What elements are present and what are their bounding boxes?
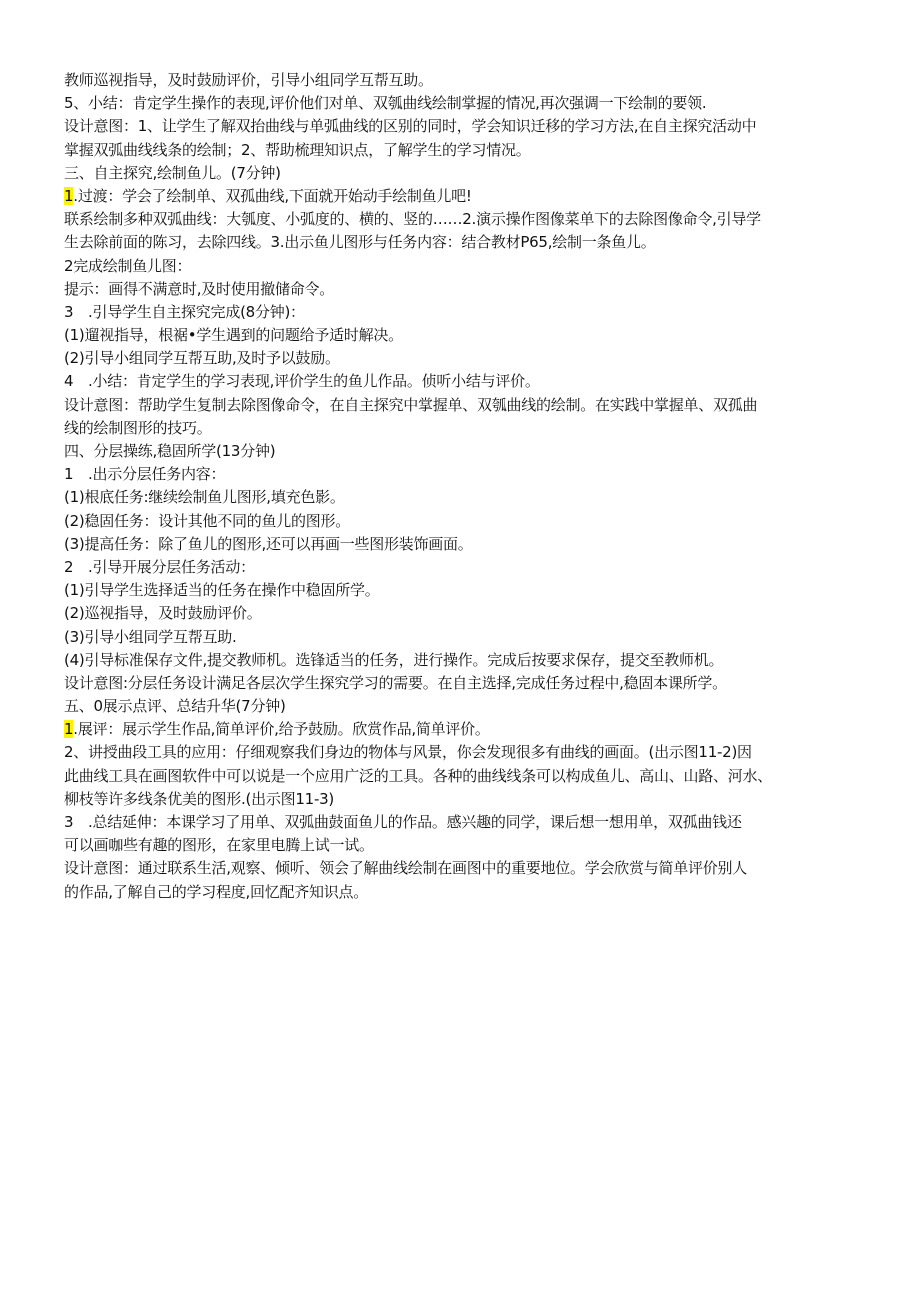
line-text: 教师巡视指导，及时鼓励评价，引导小组同学互帮互助。 [64,71,433,89]
document-body [64,69,864,904]
line-text: (4)引导标准保存文件,提交教师机。选锋适当的任务，进行操作。完成后按要求保存，提交至教师机。 [64,650,724,669]
line-text: 3 .引导学生自主探究完成(8分钟)： [64,302,305,321]
text-line [64,881,864,904]
text-line [64,115,864,138]
text-line [64,579,864,602]
line-text: 设计意图：帮助学生复制去除图像命令，在自主探究中掌握单、双瓠曲线的绘制。在实践中掌握单、双孤曲 [64,395,758,414]
line-text: 提示：画得不满意时,及时使用撤储命令。 [64,279,335,298]
text-line [64,695,864,718]
text-line [64,69,864,92]
text-line [64,417,864,440]
line-text: 设计意图：通过联系生活,观察、倾听、领会了解曲线绘制在画图中的重要地位。学会欣赏与简单评价别人 [64,859,748,878]
text-line [64,486,864,509]
line-text: .过渡：学会了绘制单、双孤曲线,下面就开始动手绘制鱼儿吧! [73,186,472,205]
text-line [64,139,864,162]
text-line [64,255,864,278]
line-text: 的作品,了解自己的学习程度,回忆配齐知识点。 [64,882,369,901]
text-line [64,788,864,811]
text-line [64,649,864,672]
text-line [64,208,864,231]
text-line [64,765,864,788]
text-line [64,857,864,880]
line-text: .展评：展示学生作品,简单评价,给予鼓励。欣赏作品,简单评价。 [73,720,490,739]
text-line [64,741,864,764]
text-line [64,811,864,834]
line-text: (2)稳固任务：设计其他不同的鱼儿的图形。 [64,511,350,530]
text-line [64,301,864,324]
text-line [64,834,864,857]
line-text: 四、分层操练,稳固所学(13分钟) [64,442,276,460]
text-line [64,626,864,649]
text-line [64,672,864,695]
text-line [64,278,864,301]
text-line [64,718,864,741]
text-line [64,533,864,556]
line-text: 1 .出示分层任务内容： [64,465,226,484]
line-text: 设计意图:分层任务设计满足各层次学生探究学习的需要。在自主选择,完成任务过程中,稳固本课所学。 [64,673,727,692]
text-line [64,370,864,393]
line-text: (3)提高任务：除了鱼儿的图形,还可以再画一些图形装饰画面。 [64,534,473,553]
line-text: 掌握双弧曲线线条的绘制；2、帮助梳理知识点，了解学生的学习情况。 [64,140,531,159]
line-text: (1)遛视指导，根裾•学生遇到的问题给予适时解决。 [64,326,403,345]
line-text: 可以画咖些有趣的图形，在家里电腾上试一试。 [64,836,374,855]
line-text: 4 .小结：肯定学生的学习表现,评价学生的鱼儿作品。侦听小结与评价。 [64,372,540,391]
line-text: 生去除前面的陈习，去除四线。3.出示鱼儿图形与任务内容：结合教材P65,绘制一条鱼儿。 [64,233,656,252]
line-text: 3 .总结延伸：本课学习了用单、双弧曲鼓面鱼儿的作品。感兴趣的同学，课后想一想用单，双孤曲钱还 [64,813,742,831]
highlighted-number: 1 [64,186,74,205]
line-text: 设计意图：1、让学生了解双抬曲线与单弧曲线的区别的同时，学会知识迁移的学习方法,在自主探究活动中 [64,117,757,136]
line-text: (2)引导小组同学互帮互助,及时予以鼓励。 [64,349,340,368]
text-line [64,185,864,208]
line-text: 5、小结：肯定学生操作的表现,评价他们对单、双瓠曲线绘制掌握的情况,再次强调一下绘制的要领. [64,94,707,113]
text-line [64,440,864,463]
line-text: (1)引导学生选择适当的任务在操作中稳固所学。 [64,581,380,600]
text-line [64,162,864,185]
line-text: 2、讲授曲段工具的应用：仔细观察我们身边的物体与风景，你会发现很多有曲线的画面。(出示图11-2)因 [64,743,752,762]
line-text: 五、0展示点评、总结升华(7分钟) [64,697,286,716]
text-line [64,92,864,115]
line-text: (3)引导小组同学互帮互助. [64,627,237,646]
text-line [64,510,864,533]
text-line [64,231,864,254]
line-text: 柳枝等许多线条优美的图形.(出示图11-3) [64,789,335,808]
line-text: (1)根底任务:继续绘制鱼儿图形,填充色影。 [64,488,345,507]
line-text: 2完成绘制鱼儿图： [64,256,192,275]
text-line [64,463,864,486]
line-text: 线的绘制图形的技巧。 [64,418,212,437]
text-line [64,602,864,625]
text-line [64,324,864,347]
line-text: (2)巡视指导，及时鼓励评价。 [64,604,262,623]
line-text: 此曲线工具在画图软件中可以说是一个应用广泛的工具。各种的曲线线条可以构成鱼儿、高山、山路、河水、 [64,766,773,785]
line-text: 三、自主探究,绘制鱼儿。(7分钟) [64,163,281,182]
line-text: 2 .引导开展分层任务活动： [64,557,255,576]
text-line [64,347,864,370]
text-line [64,394,864,417]
text-line [64,556,864,579]
highlighted-number: 1 [64,720,74,739]
line-text: 联系绘制多种双弧曲线：大瓠度、小弧度的、横的、竖的……2.演示操作图像菜单下的去除图像命令,引导学 [64,210,761,229]
